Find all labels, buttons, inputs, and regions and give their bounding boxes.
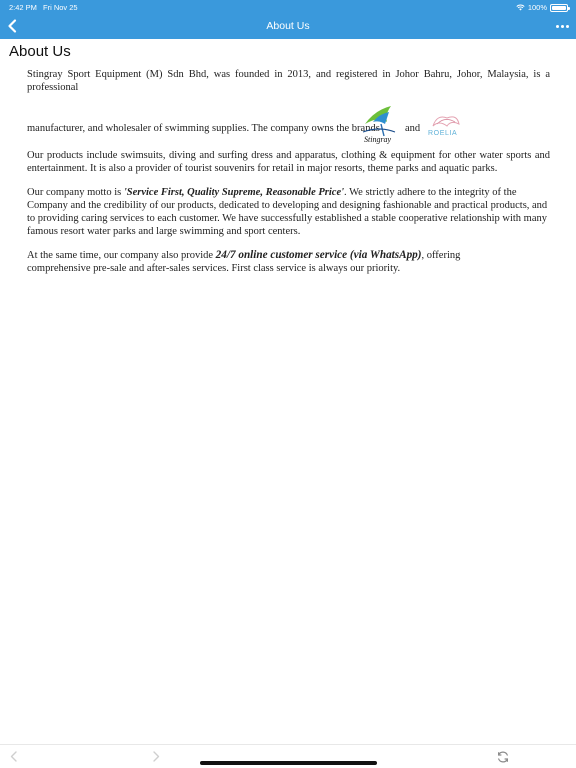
page-title: About Us (9, 43, 71, 60)
home-indicator (200, 761, 377, 765)
stingray-logo (361, 102, 397, 144)
battery-icon (550, 4, 568, 12)
motto-text: 'Service First, Quality Supreme, Reasonable Price' (123, 187, 345, 198)
nav-title: About Us (266, 20, 310, 32)
top-bar (0, 0, 576, 39)
products-paragraph: Our products include swimsuits, diving and surfing dress and apparatus, clothing & equipment for other water sports and entertainment. It is also a provider of tourist souvenirs for retail in major resorts, theme parks and aquatic parks. (27, 150, 550, 174)
wifi-icon (516, 4, 525, 11)
roelia-logo (427, 112, 465, 138)
stingray-logo-text: Stingray (364, 135, 392, 144)
intro-line-1: Stingray Sport Equipment (M) Sdn Bhd, was founded in 2013, and registered in Johor Bahru, Johor, Malaysia, is a professional (27, 69, 550, 93)
motto-rest: . We strictly adhere to the integrity of the Company and the credibility of our products, dedicated to developing and designing fashionable and practical products, and to providing caring services to each customer. We have successfully established a stable cooperative relationship with many famous resort water parks and large swimming and sport centers. (27, 187, 548, 237)
motto-paragraph (27, 186, 550, 238)
more-horizontal-icon[interactable] (554, 19, 570, 33)
reload-icon[interactable] (496, 750, 510, 764)
roelia-logo-text: ROELIA (428, 130, 458, 137)
intro-line-2 (27, 102, 550, 142)
motto-intro: Our company motto is (27, 187, 124, 198)
status-time: 2:42 PM (9, 3, 37, 12)
about-content (27, 68, 550, 275)
battery-percent: 100% (527, 3, 547, 12)
chevron-right-icon[interactable] (150, 750, 162, 763)
status-right (516, 3, 568, 12)
chevron-left-icon[interactable] (8, 750, 20, 763)
status-date: Fri Nov 25 (43, 3, 78, 12)
service-rest: comprehensive pre-sale and after-sales services. First class service is always our priority. (27, 263, 401, 274)
bottom-toolbar (0, 744, 576, 768)
nav-bar (0, 14, 576, 39)
intro-brands-text: manufacturer, and wholesaler of swimming supplies. The company owns the brands (27, 123, 380, 134)
status-bar (0, 0, 576, 14)
intro-and-text: and (405, 123, 421, 134)
service-paragraph (27, 249, 550, 275)
service-text: 24/7 online customer service (via WhatsApp) (215, 249, 422, 261)
service-intro: At the same time, our company also provide (27, 250, 216, 261)
service-offering: , offering (421, 250, 461, 261)
